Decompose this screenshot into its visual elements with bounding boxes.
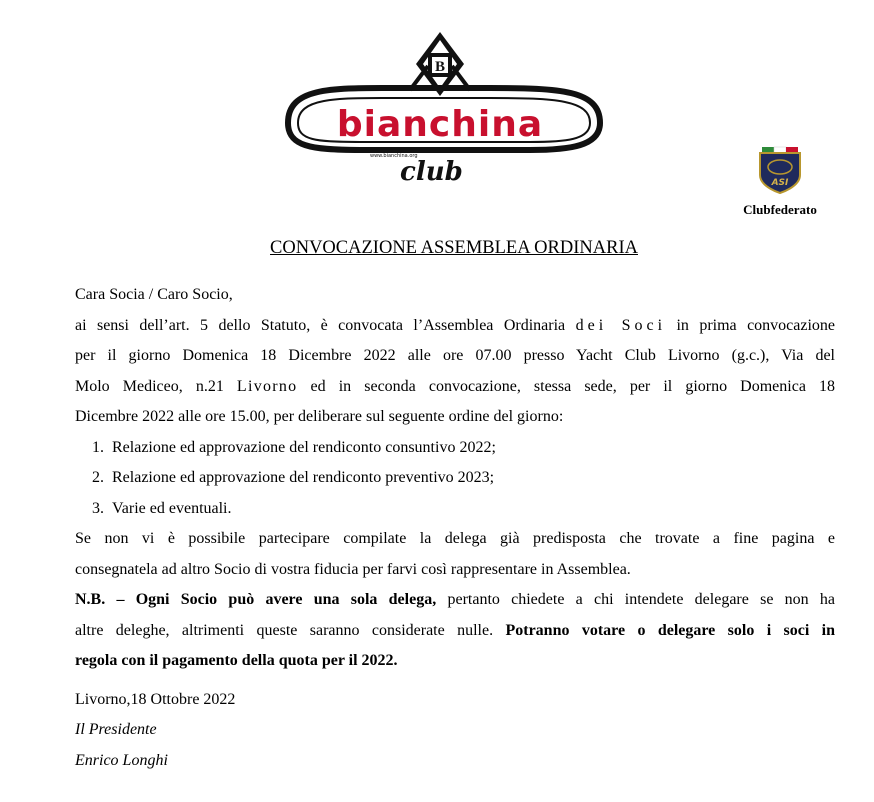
logo-sub-text: club (400, 157, 463, 187)
svg-text:B: B (434, 59, 446, 75)
paragraph-line: per il giorno Domenica 18 Dicembre 2022 alle ore 07.00 presso Yacht Club Livorno (g.c.), Via del (75, 347, 835, 364)
bianchina-club-logo (270, 28, 610, 198)
paragraph-line: altre deleghe, altrimenti queste saranno considerate nulle. Potranno votare o delegare solo i soci in (75, 621, 836, 639)
paragraph-line: consegnatela ad altro Socio di vostra fiducia per farvi così rappresentare in Assemblea. (75, 560, 631, 578)
document-title: CONVOCAZIONE ASSEMBLEA ORDINARIA (270, 238, 638, 258)
greeting: Cara Socia / Caro Socio, (75, 286, 233, 303)
agenda-item: 1. Relazione ed approvazione del rendiconto consuntivo 2022; (108, 433, 835, 464)
paragraph-line: ai sensi dell’art. 5 dello Statuto, è convocata l’Assemblea Ordinaria dei Soci in prima convocazione (75, 316, 836, 334)
signature-role: Il Presidente (75, 721, 157, 738)
paragraph-line: N.B. – Ogni Socio può avere una sola delega, pertanto chiedete a chi intendete delegare se non ha (75, 591, 836, 608)
agenda-list (75, 433, 835, 525)
convocation-paragraph (75, 311, 835, 433)
svg-text:ASI: ASI (771, 178, 789, 188)
signature-name: Enrico Longhi (75, 751, 168, 769)
agenda-item: 3. Varie ed eventuali. (108, 494, 835, 525)
document-body (75, 280, 835, 776)
paragraph-line: Dicembre 2022 alle ore 15.00, per deliberare sul seguente ordine del giorno: (75, 408, 564, 425)
federation-label: Clubfederato (743, 202, 817, 217)
paragraph-line: Se non vi è possibile partecipare compilate la delega già predisposta che trovate a fine pagina e (75, 530, 835, 547)
federation-badge (730, 145, 830, 218)
agenda-item: 2. Relazione ed approvazione del rendiconto preventivo 2023; (108, 463, 835, 494)
svg-text:www.bianchina.org: www.bianchina.org (370, 153, 418, 159)
asi-shield-icon (753, 145, 807, 195)
logo-brand-text: bianchina (336, 104, 544, 145)
paragraph-line: regola con il pagamento della quota per il 2022. (75, 652, 398, 669)
proxy-paragraph (75, 524, 835, 585)
note-paragraph (75, 585, 835, 677)
date-place: Livorno,18 Ottobre 2022 (75, 690, 236, 708)
paragraph-line: Molo Mediceo, n.21 Livorno ed in seconda convocazione, stessa sede, per il giorno Domenica 18 (75, 377, 836, 395)
